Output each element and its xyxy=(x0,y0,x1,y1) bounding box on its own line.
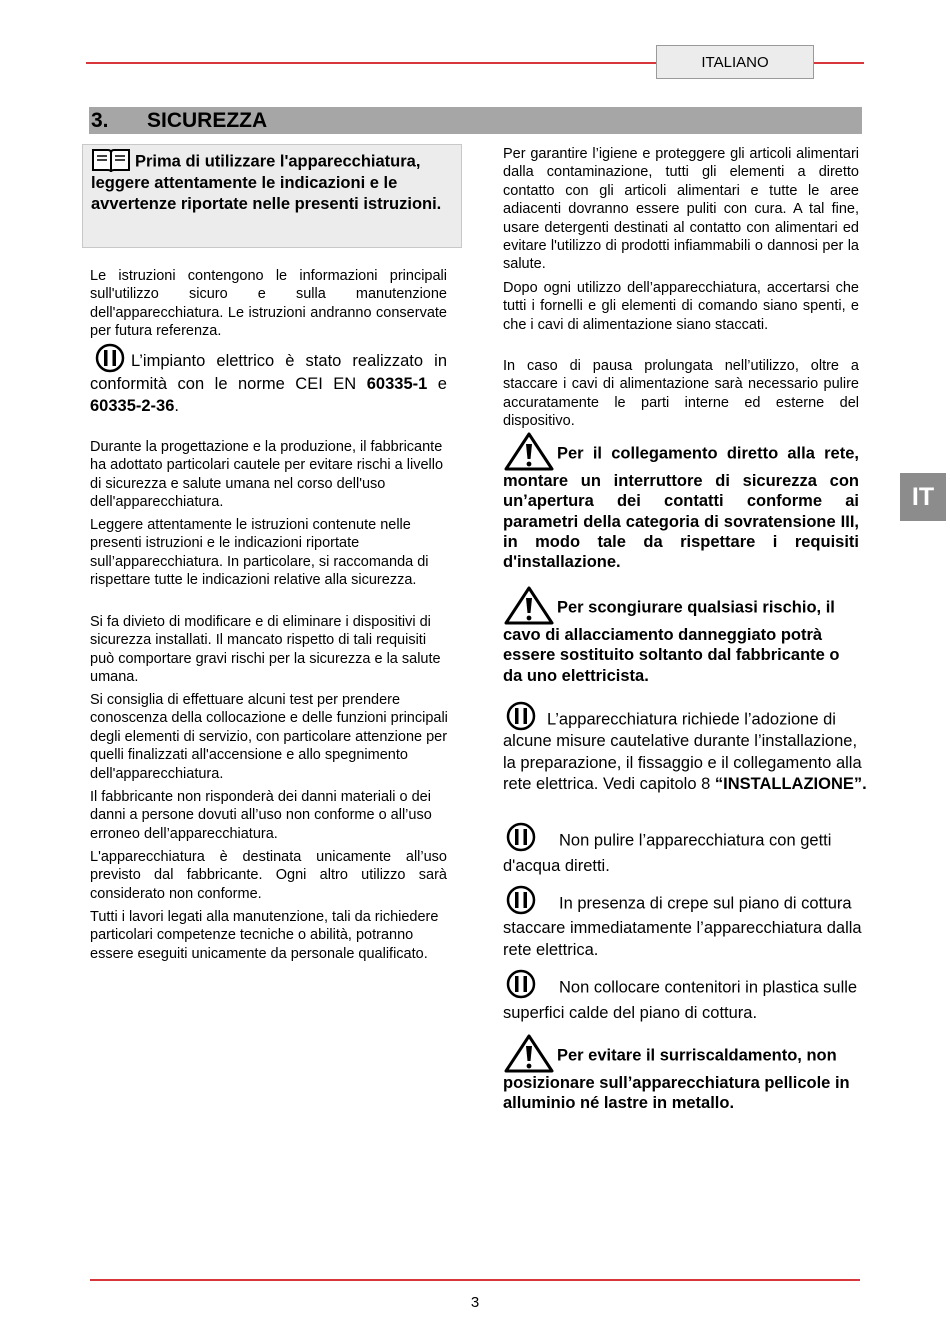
paragraph-liability: Il fabbricante non risponderà dei danni materiali o dei danni a persone dovuti all’uso non conforme o all’uso erroneo dell’apparecchiatura. xyxy=(90,789,432,842)
info-installation xyxy=(503,709,871,796)
norm-code-2: 60335-2-36 xyxy=(90,397,175,416)
norm-paragraph xyxy=(90,350,447,418)
info-no-plastic xyxy=(503,975,863,1025)
paragraph-long-pause: In caso di pausa prolungata nell’utilizzo, oltre a staccare i cavi di alimentazione sarà necessario pulire accuratamente le parti interne ed esterne del dispositivo. xyxy=(503,358,859,430)
warning-damaged-cable-text: Per scongiurare qualsiasi rischio, il cavo di allacciamento danneggiato potrà essere sostituito soltanto dal fabbricante o da uno elettricista. xyxy=(503,598,840,685)
info-no-water-jets-text: Non pulire l’apparecchiatura con getti d'acqua diretti. xyxy=(503,831,832,875)
info-icon xyxy=(503,883,559,917)
info-icon xyxy=(503,820,559,854)
paragraph-intended-use: L'apparecchiatura è destinata unicamente all’uso previsto dal fabbricante. Ogni altro utilizzo sarà considerato non conforme. xyxy=(90,849,447,902)
info-installation-text: L’apparecchiatura richiede l’adozione di alcune misure cautelative durante l’installazione, la preparazione, il fissaggio e il collegamento alla rete elettrica. Vedi capitolo 8 xyxy=(503,710,862,793)
warning-icon xyxy=(503,1033,555,1073)
read-instructions-notice xyxy=(82,144,462,248)
book-icon xyxy=(91,147,131,173)
info-cracks xyxy=(503,891,863,961)
paragraph-safety-devices: Si fa divieto di modificare e di eliminare i dispositivi di sicurezza installati. Il mancato rispetto di tali requisiti può comportare gravi rischi per la sicurezza e la salute umana. xyxy=(90,614,441,686)
info-cracks-text: In presenza di crepe sul piano di cottura staccare immediatamente l’apparecchiatura dalla rete elettrica. xyxy=(503,894,862,959)
paragraph-read-carefully: Leggere attentamente le istruzioni contenute nelle presenti istruzioni e le indicazioni riportate sull’apparecchiatura. In particolare, si raccomanda di rispettare tutte le indicazioni relative alla sicurezza. xyxy=(90,517,429,589)
norm-text: L’impianto elettrico è stato realizzato in conformità con le norme CEI EN xyxy=(90,352,447,393)
intro-paragraph: Le istruzioni contengono le informazioni principali sull'utilizzo sicuro e sulla manutenzione dell'apparecchiatura. Le istruzioni andranno conservate per futura referenza. xyxy=(90,268,447,340)
warning-overheating-text: Per evitare il surriscaldamento, non posizionare sull’apparecchiatura pellicole in alluminio né lastre in metallo. xyxy=(503,1046,850,1113)
warning-damaged-cable xyxy=(503,591,863,686)
language-side-tab xyxy=(900,473,946,521)
norm-end: . xyxy=(174,397,179,416)
notice-text: Prima di utilizzare l'apparecchiatura, leggere attentamente le indicazioni e le avvertenze riportate nelle presenti istruzioni. xyxy=(91,152,442,213)
info-no-plastic-text: Non collocare contenitori in plastica sulle superfici calde del piano di cottura. xyxy=(503,978,858,1022)
installation-chapter-ref: “INSTALLAZIONE”. xyxy=(714,775,867,793)
warning-direct-connection-text: Per il collegamento diretto alla rete, montare un interruttore di sicurezza con un’apertura dei contatti conforme ai parametri della categoria di sovratensione III, in modo tale da rispettare i requisiti d'installazione. xyxy=(503,444,859,572)
header-rule-right xyxy=(814,62,864,64)
paragraph-hygiene: Per garantire l’igiene e proteggere gli articoli alimentari dalla contaminazione, tutti gli elementi a diretto contatto con gli articoli alimentari e tutte le aree adiacenti dovranno essere puliti con cura. A tal fine, usare detergenti destinati al contatto con alimentari ed evitare l'utilizzo di prodotti infiammabili o dannosi per la salute. xyxy=(503,146,859,273)
paragraph-maintenance: Tutti i lavori legati alla manutenzione, tali da richiedere particolari competenze tecniche o abilità, potranno essere eseguiti unicamente da personale qualificato. xyxy=(90,909,439,962)
paragraph-design: Durante la progettazione e la produzione, il fabbricante ha adottato particolari cautele per evitare rischi a livello di sicurezza e salute umana nel corso dell'uso dell'apparecchiatura. xyxy=(90,439,444,511)
section-number: 3. xyxy=(91,109,109,132)
header-rule-left xyxy=(86,62,656,64)
info-icon xyxy=(503,967,559,1001)
paragraph-after-use: Dopo ogni utilizzo dell’apparecchiatura, accertarsi che tutti i fornelli e gli elementi di comando siano spenti, e che i cavi di alimentazione siano staccati. xyxy=(503,280,859,333)
section-heading xyxy=(89,107,862,134)
warning-overheating xyxy=(503,1039,863,1114)
info-icon xyxy=(93,343,127,373)
warning-icon xyxy=(503,431,555,471)
language-label xyxy=(656,45,814,79)
warning-direct-connection xyxy=(503,437,859,572)
section-title: SICUREZZA xyxy=(147,109,268,132)
norm-conj: e xyxy=(427,374,447,393)
side-tab-text: IT xyxy=(911,482,935,511)
paragraph-tests: Si consiglia di effettuare alcuni test per prendere conoscenza della collocazione e delle funzioni principali degli elementi di servizio, con particolare attenzione per quelli finalizzati all'accensione e allo spegnimento dell'apparecchiatura. xyxy=(90,692,448,782)
info-no-water-jets xyxy=(503,828,863,878)
warning-icon xyxy=(503,585,555,625)
info-icon xyxy=(503,701,543,731)
language-text: ITALIANO xyxy=(701,53,769,71)
footer-rule xyxy=(90,1279,860,1281)
norm-code-1: 60335-1 xyxy=(366,374,428,393)
page-number: 3 xyxy=(470,1294,480,1311)
